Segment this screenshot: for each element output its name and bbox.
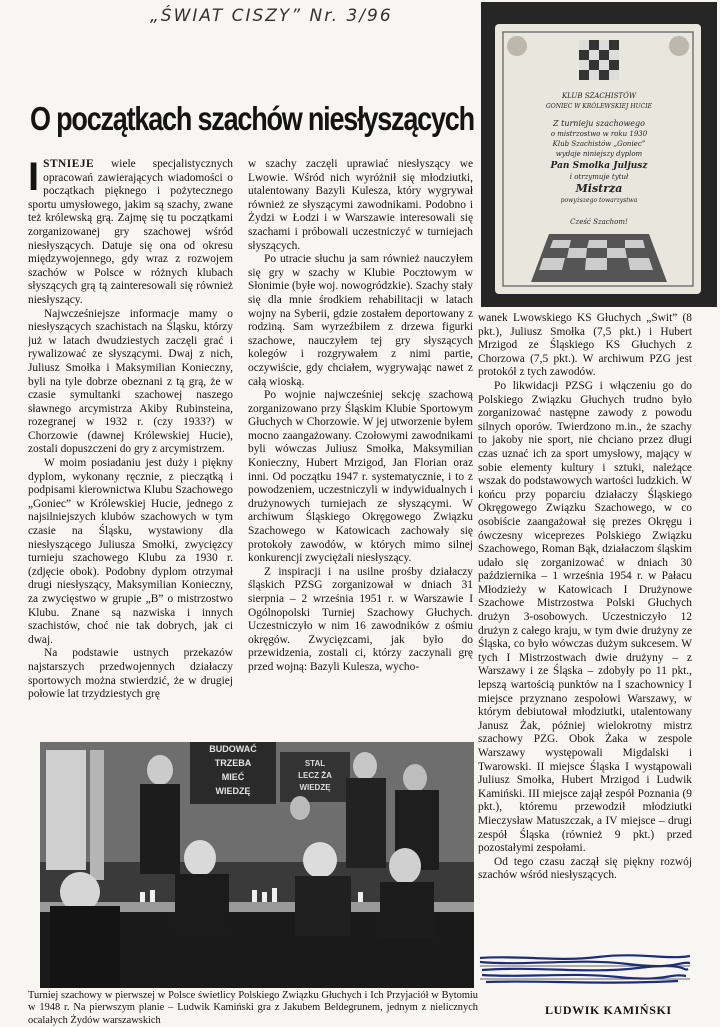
banner-line: WIEDZĘ <box>299 783 331 792</box>
paragraph-text: wiele specjalistycznych opracowań zawierających wiadomości o początkach pięknego i pożytecznego sportu umysłowego, jakim są szachy, zwane też królewską grą. Zajmę się tu początkami zorganizowanej gry szachowej wśród niesłyszących. Datuje się ona od okresu międzywojennego, gdy wraz z rozwojem szachów w Polsce w różnych klubach słyszących grą tą zainteresowali się również niesłyszący. <box>28 158 233 306</box>
diploma-illustration <box>481 2 717 307</box>
photo-caption: Turniej szachowy w pierwszej w Polsce świetlicy Polskiego Związku Głuchych i Ich Przyjaciół w Bytomiu w 1948 r. Na pierwszym planie – Ludwik Kamiński gra z Jakubem Beldegrunem, jednym z nielicznych ocalałych Żydów warszawskich <box>28 990 478 1026</box>
article-headline: O początkach szachów niesłyszących <box>30 100 474 138</box>
article-column-1 <box>28 158 233 740</box>
diploma-line: Mistrza <box>575 182 623 195</box>
article-column-2 <box>248 158 473 740</box>
paragraph: w szachy zaczęli uprawiać niesłyszący we Lwowie. Wśród nich wyróżnił się młodziutki, utalentowany Bazyli Kulesza, który wygrywał również ze słyszącymi zawodnikami. Podobno i Żydzi w Łodzi i w Warszawie interesowali się szachami i próbowali uczestniczyć w turniejach słyszących. <box>248 158 473 252</box>
diploma-line: Cześć Szachom! <box>570 218 628 226</box>
paragraph: W moim posiadaniu jest duży i piękny dyplom, wykonany ręcznie, z pieczątką i podpisami kierownictwa Klubu Szachowego „Goniec” w Królewskiej Hucie, jednego z najsilniejszych klubów szachowych w tym czasie na Śląsku, wystawiony dla niesłyszącego Juliusza Smołki, zwycięzcy turnieju szachowego Klubu za 1930 r. (zdjęcie obok). Podobny dyplom otrzymał drugi niesłyszący, Maksymilian Konieczny, za zwycięstwo w grupie „B” o mistrzostwo Klubu. Znane są nazwiska i innych szachistów, choć nie tak dobrych, jak ci dwaj. <box>28 457 233 646</box>
drop-cap: I <box>28 158 40 199</box>
banner-line: WIEDZĘ <box>215 786 251 796</box>
paragraph <box>28 158 233 308</box>
banner-line: LECZ ŻA <box>298 771 332 780</box>
banner-line: MIEĆ <box>221 772 245 782</box>
paragraph: Po utracie słuchu ja sam również nauczyłem się gry w szachy w Klubie Pocztowym w Słonimie (byłe woj. nowogródzkie). Szachy stały się dla mnie środkiem rehabilitacji w latach wojny na Syberii, gdzie zostałem deportowany z rodziną. Sam wyrzeźbiłem z drzewa figurki szachowe, nauczyłem tej gry słyszących kolegów i rozgrywałem z nimi partie, oczywiście, gdy chciałem, wygrywając nawet z całą wioską. <box>248 253 473 388</box>
diploma-line: GONIEC W KRÓLEWSKIEJ HUCIE <box>545 103 653 110</box>
chess-tournament-photo <box>40 742 474 988</box>
paragraph: Po likwidacji PZSG i włączeniu go do Polskiego Związku Głuchych trudno było zorganizować następne zawody z powodu silnych oporów. Twierdzono m.in., że szachy to jakoby nie sport, nie chciano przez długi czas uznać ich za sport umysłowy, mający w sobie elementy kultury i sztuki, należące wszak do podstawowych wartości ludzkich. W końcu przy poparciu działaczy Śląskiego Okręgowego Związku Szachowego, w co osobiście zaangażował się prezes Okręgu i ówczesny wiceprezes Polskiego Związku Szachowego, Roman Bąk, działaczom śląskim udało się zorganizować w dniach 30 października – 1 września 1954 r. w Pałacu Młodzieży w Katowicach I Drużynowe Szachowe Mistrzostwa Polski Głuchych drużyn 3-osobowych. Uczestniczyło 12 drużyn z całego kraju, w tym dwie drużyny ze Śląska, co było wówczas dużym sukcesem. W tych I Mistrzostwach dwie drużyny – z Warszawy i ze Śląska – zdobyły po 11 pkt., lepszą wartością punktów na I szachownicy I miejsce przyznano zespołowi Warszawy, w którym debiutował młodziutki, utalentowany Janusz Żak, później wielokrotny mistrz szachowy PZG. Obok Żaka w zespole Warszawy występowali Migdalski i Twarowski. II miejsce Śląska I wystąpowali Juliusz Smołka, Hubert Mrzigod i Ludwik Kamiński. III miejsce zajął zespół Poznania (9 pkt.), któremu przewodził młodziutki Mieczysław Matuszczak, a IV miejsce – drugi zespół Śląska (również 9 pkt.) przed pozostałymi zespołami. <box>478 379 692 855</box>
paragraph: Od tego czasu zaczął się piękny rozwój szachów wśród niesłyszących. <box>478 855 692 882</box>
chess-scene-illustration <box>40 742 474 988</box>
handwritten-note: „ŚWIAT CISZY” Nr. 3/96 <box>150 6 393 26</box>
paragraph: Po wojnie najwcześniej sekcję szachową zorganizowano przy Śląskim Klubie Sportowym Głuchych w Chorzowie. W jej utworzenie byłem mocno zaangażowany. Czołowymi zawodnikami byli wówczas Juliusz Smołka, Maksymilian Konieczny, Hubert Mrzigod, Jan Florian oraz inni. Od początku 1947 r. systematycznie, i to z powodzeniem, uczestniczyli w indywidualnych i drużynowych turniejach ze słyszącymi. W archiwum Śląskiego Okręgowego Związku Szachowego w Katowicach zachowały się protokoły zawodów, w których mimo silnej konkurencji zwyciężali niesłyszący. <box>248 389 473 565</box>
article-column-3 <box>478 312 692 952</box>
author-byline: LUDWIK KAMIŃSKI <box>545 1003 672 1017</box>
paragraph: wanek Lwowskiego KS Głuchych „Świt” (8 pkt.), Juliusz Smołka (7,5 pkt.) i Hubert Mrzigod ze Śląskiego KS Głuchych z Chorzowa (7,5 pkt.). W archiwum PZG jest protokół z tych zawodów. <box>478 312 692 379</box>
struck-out-text <box>478 952 693 986</box>
diploma-line: wydaje niniejszy dyplom <box>555 150 643 158</box>
diploma-line: Pan Smolka Juljusz <box>550 161 648 171</box>
diploma-line: i otrzymuje tytuł <box>569 173 629 181</box>
banner-line: STAL <box>304 759 326 768</box>
diploma-line: Z turnieju szachowego <box>553 119 645 128</box>
diploma-line: o mistrzostwo w roku 1930 <box>550 130 648 138</box>
diploma-photo <box>481 2 717 307</box>
lead-word: STNIEJE <box>43 158 95 170</box>
diploma-line: KLUB SZACHISTÓW <box>561 92 637 100</box>
banner-line: BUDOWAĆ <box>209 744 257 754</box>
paragraph: Najwcześniejsze informacje mamy o niesłyszących szachistach na Śląsku, którzy już w latach dwudziestych zaczęli grać i rywalizować ze słyszącymi. Dwaj z nich, Juliusz Smołka i Maksymilian Konieczny, byli na tyle dobrze obeznani z tą grą, że w czasie symultanki szachowej naszego sławnego arcymistrza Akiby Rubinsteina, rozegranej w 1932 r. (czy 1933?) w Chorzowie (dawnej Królewskiej Hucie), zostali dopuszczeni do gry z arcymistrzem. <box>28 307 233 456</box>
diploma-line: Klub Szachistów „Goniec” <box>552 140 646 148</box>
banner-line: TRZEBA <box>214 758 252 768</box>
diploma-line: powyższego towarzystwa <box>560 197 638 204</box>
paragraph: Z inspiracji i na usilne prośby działaczy śląskich PZSG zorganizował w dniach 31 sierpnia – 2 września 1951 r. w Warszawie I Ogólnopolski Turniej Szachowy Głuchych. Uczestniczyło w nim 16 zawodników z ośmiu okręgów. Zwycięzcami, jak było do przewidzenia, zostali ci, którzy zaczynali grę przed wojną: Bazyli Kulesza, wycho- <box>248 565 473 673</box>
paragraph: Na podstawie ustnych przekazów najstarszych przedwojennych działaczy sportowych można stwierdzić, że w drugiej połowie lat trzydziestych grę <box>28 647 233 701</box>
